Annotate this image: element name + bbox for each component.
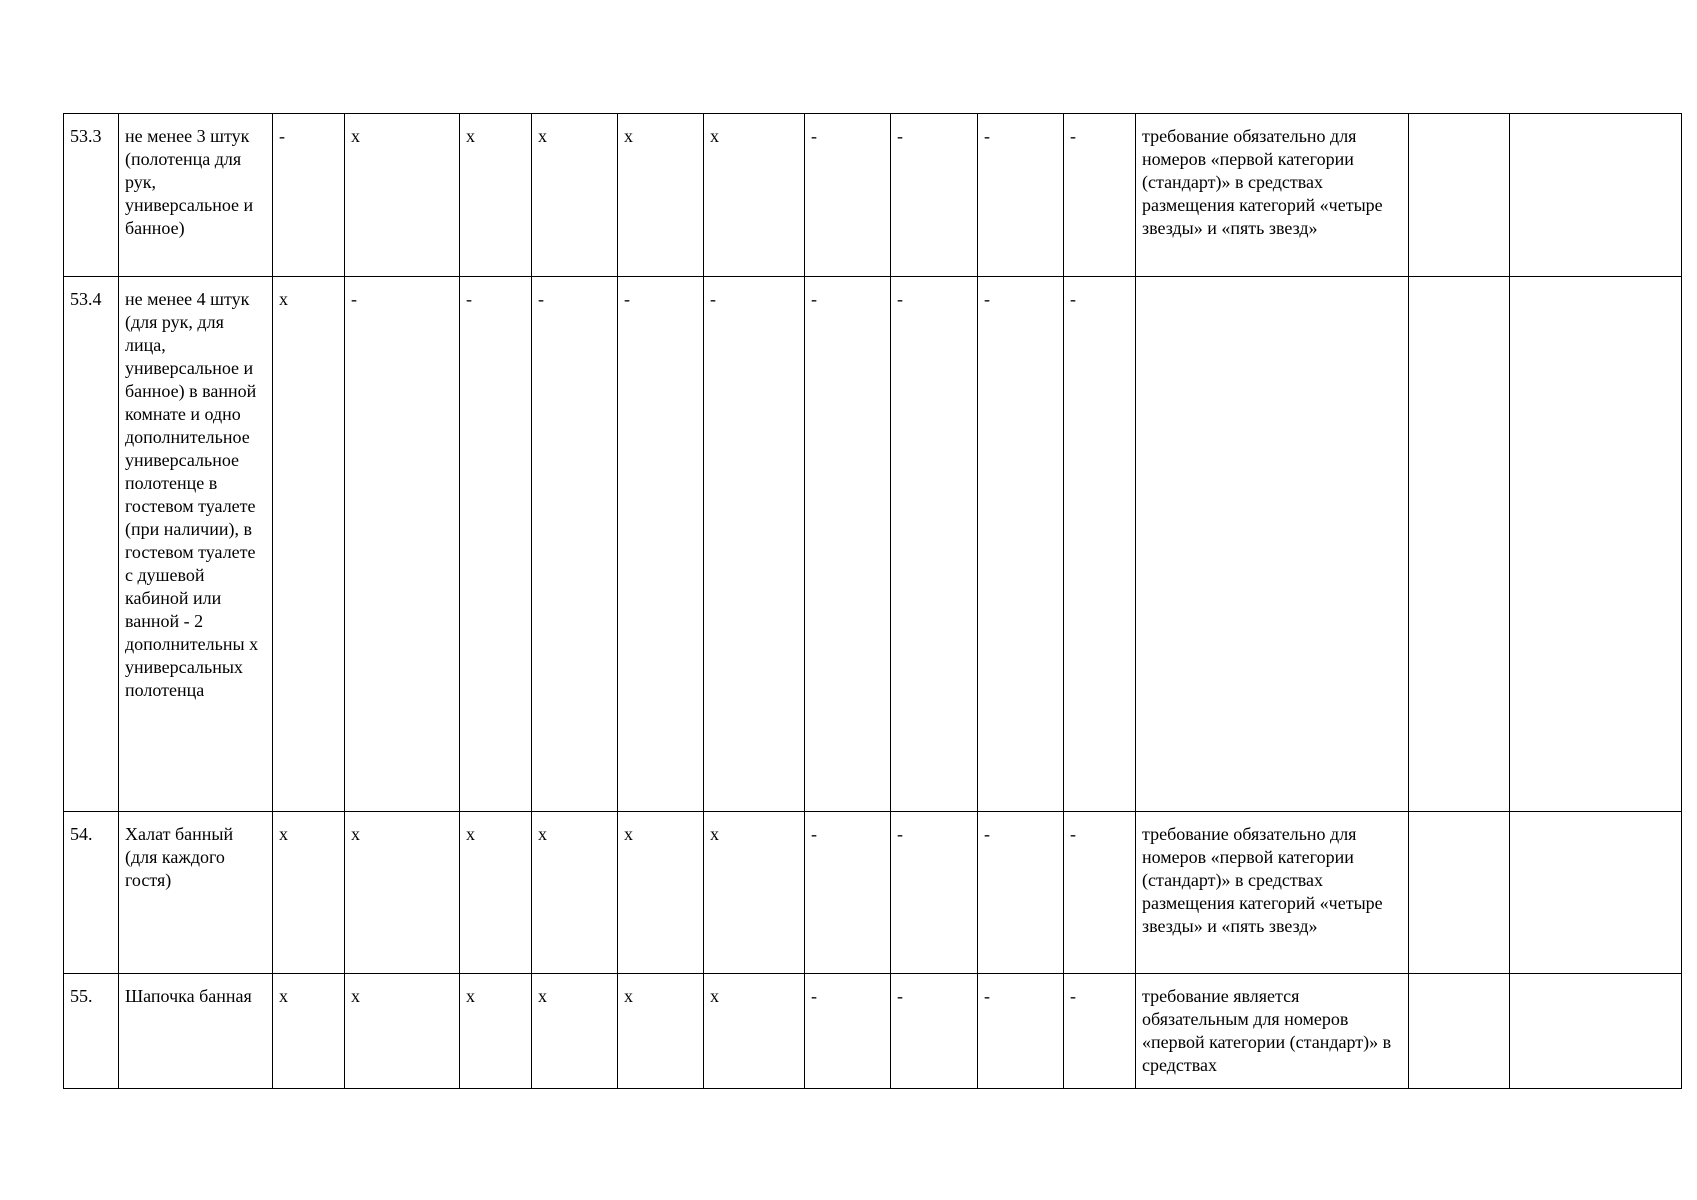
mark-cell: - [891,974,978,1089]
mark-cell: x [273,974,345,1089]
extra-cell [1510,812,1682,974]
mark-cell: x [704,114,805,277]
mark-cell: - [704,277,805,812]
row-number-cell: 54. [64,812,119,974]
mark-cell: - [273,114,345,277]
mark-cell: - [891,277,978,812]
mark-cell: x [460,812,532,974]
mark-cell: x [618,974,704,1089]
mark-cell: x [532,974,618,1089]
mark-cell: - [805,974,891,1089]
mark-cell: - [805,812,891,974]
mark-cell: - [891,114,978,277]
item-name-cell: не менее 3 штук (полотенца для рук, универсальное и банное) [119,114,273,277]
extra-cell [1409,114,1510,277]
table-row [64,114,1682,277]
mark-cell: - [978,114,1064,277]
row-number-cell: 55. [64,974,119,1089]
mark-cell: x [273,812,345,974]
mark-cell: x [345,114,460,277]
mark-cell: x [345,812,460,974]
mark-cell: - [1064,974,1136,1089]
extra-cell [1409,974,1510,1089]
note-cell: требование является обязательным для номеров «первой категории (стандарт)» в средствах [1136,974,1409,1089]
mark-cell: x [618,812,704,974]
mark-cell: x [345,974,460,1089]
mark-cell: - [345,277,460,812]
table-row [64,974,1682,1089]
mark-cell: x [532,812,618,974]
note-cell: требование обязательно для номеров «первой категории (стандарт)» в средствах размещения категорий «четыре звезды» и «пять звезд» [1136,812,1409,974]
mark-cell: x [532,114,618,277]
requirements-table [63,113,1682,1089]
mark-cell: x [704,812,805,974]
mark-cell: - [1064,812,1136,974]
mark-cell: x [618,114,704,277]
mark-cell: - [1064,277,1136,812]
extra-cell [1510,114,1682,277]
row-number-cell: 53.3 [64,114,119,277]
extra-cell [1510,974,1682,1089]
mark-cell: - [532,277,618,812]
item-name-cell: Халат банный (для каждого гостя) [119,812,273,974]
extra-cell [1510,277,1682,812]
mark-cell: - [891,812,978,974]
table-row [64,277,1682,812]
extra-cell [1409,277,1510,812]
mark-cell: - [460,277,532,812]
mark-cell: - [1064,114,1136,277]
mark-cell: - [805,114,891,277]
mark-cell: - [978,812,1064,974]
mark-cell: x [704,974,805,1089]
item-name-cell: Шапочка банная [119,974,273,1089]
mark-cell: - [978,277,1064,812]
extra-cell [1409,812,1510,974]
row-number-cell: 53.4 [64,277,119,812]
mark-cell: - [805,277,891,812]
mark-cell: x [460,974,532,1089]
item-name-cell: не менее 4 штук (для рук, для лица, универсальное и банное) в ванной комнате и одно дополнительное универсальное полотенце в гостевом туалете (при наличии), в гостевом туалете с душевой кабиной или ванной - 2 дополнительны х универсальных полотенца [119,277,273,812]
mark-cell: x [273,277,345,812]
mark-cell: - [618,277,704,812]
note-cell [1136,277,1409,812]
table-row [64,812,1682,974]
note-cell: требование обязательно для номеров «первой категории (стандарт)» в средствах размещения категорий «четыре звезды» и «пять звезд» [1136,114,1409,277]
mark-cell: x [460,114,532,277]
mark-cell: - [978,974,1064,1089]
